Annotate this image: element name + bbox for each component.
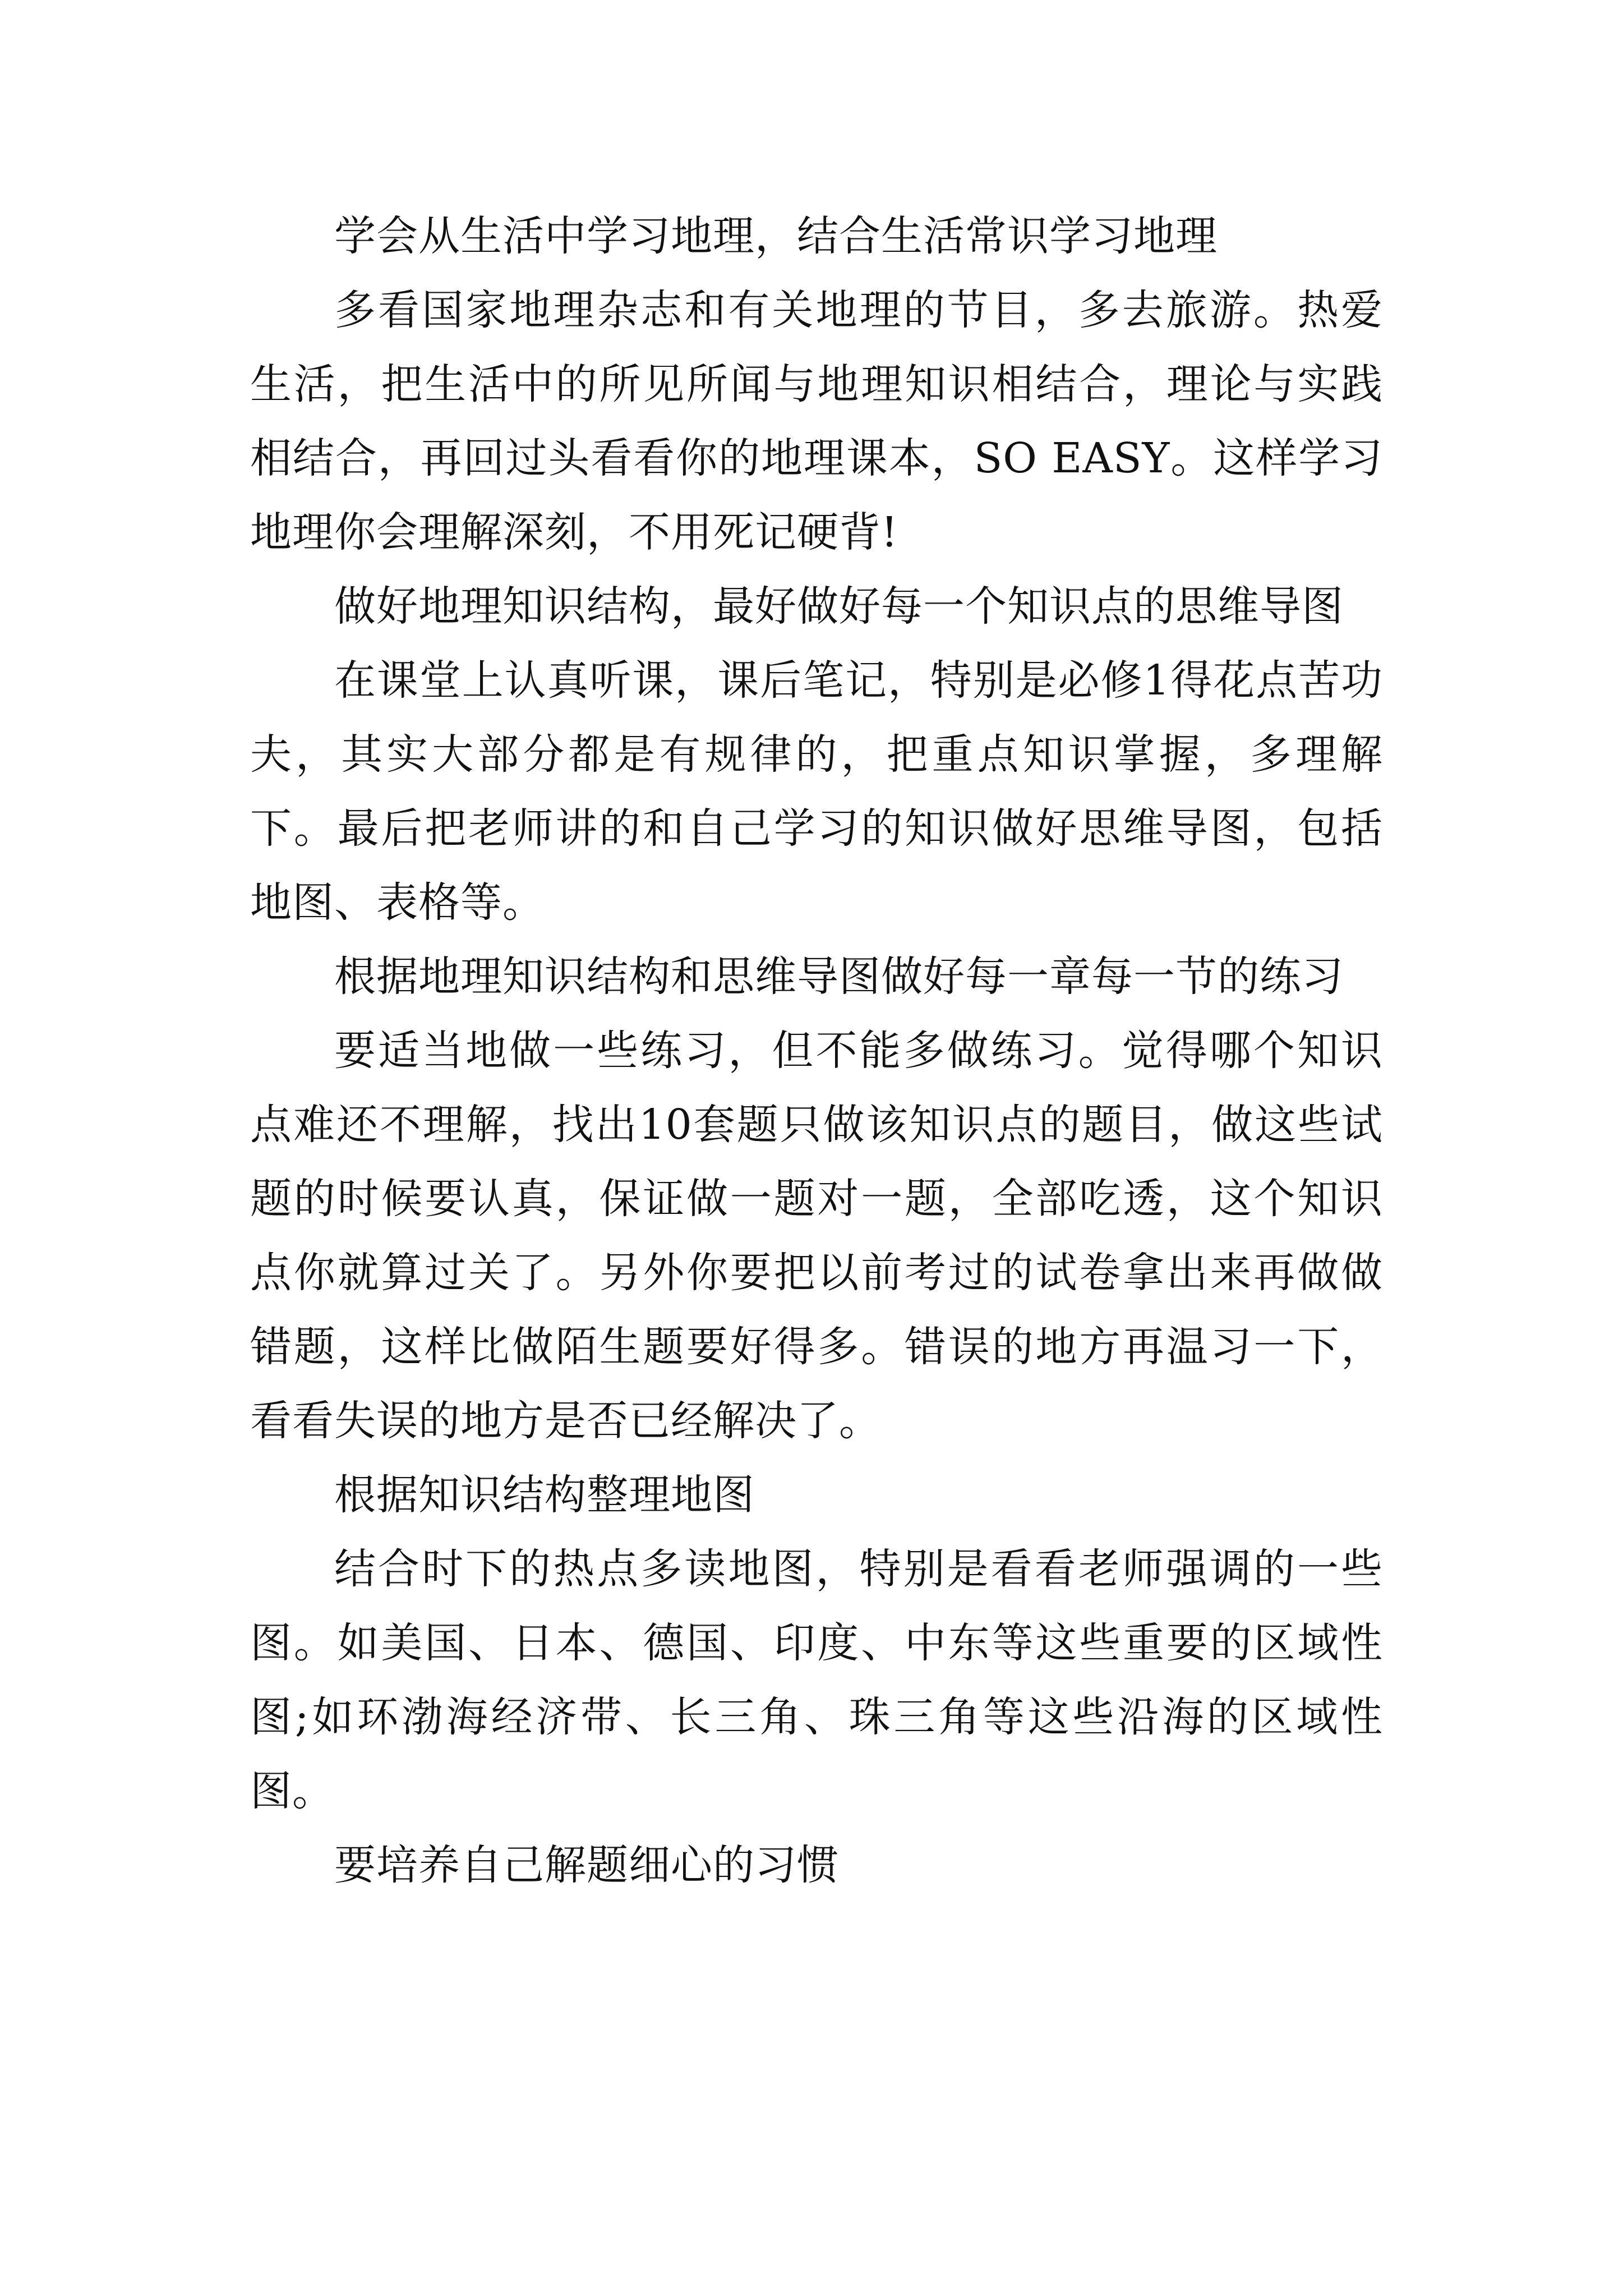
section-heading-practice: 根据地理知识结构和思维导图做好每一章每一节的练习 xyxy=(334,953,1344,1001)
section-heading-maps: 根据知识结构整理地图 xyxy=(334,1471,755,1519)
paragraph-maps: 结合时下的热点多读地图，特别是看看老师强调的一些图。如美国、日本、德国、印度、中东等这些重要的区域性图;如环渤海经济带、长三角、珠三角等这些沿海的区域性图。 xyxy=(250,1545,1383,1815)
section-heading-life-geography: 学会从生活中学习地理，结合生活常识学习地理 xyxy=(334,212,1218,260)
paragraph-practice: 要适当地做一些练习，但不能多做练习。觉得哪个知识点难还不理解，找出10套题只做该知识点的题目，做这些试题的时候要认真，保证做一题对一题，全部吃透，这个知识点你就算过关了。另外你要把以前考过的试卷拿出来再做做错题，这样比做陌生题要好得多。错误的地方再温习一下，看看失误的地方是否已经解决了。 xyxy=(250,1027,1383,1445)
paragraph-knowledge-structure: 在课堂上认真听课，课后笔记，特别是必修1得花点苦功夫，其实大部分都是有规律的，把重点知识掌握，多理解下。最后把老师讲的和自己学习的知识做好思维导图，包括地图、表格等。 xyxy=(250,656,1383,927)
section-heading-careful-habit: 要培养自己解题细心的习惯 xyxy=(334,1841,839,1889)
section-heading-knowledge-structure: 做好地理知识结构，最好做好每一个知识点的思维导图 xyxy=(334,582,1344,631)
document-body xyxy=(250,199,1383,1902)
paragraph-life-geography: 多看国家地理杂志和有关地理的节目，多去旅游。热爱生活，把生活中的所见所闻与地理知识相结合，理论与实践相结合，再回过头看看你的地理课本，SO EASY。这样学习地理你会理解深刻，不用死记硬背! xyxy=(250,286,1383,556)
